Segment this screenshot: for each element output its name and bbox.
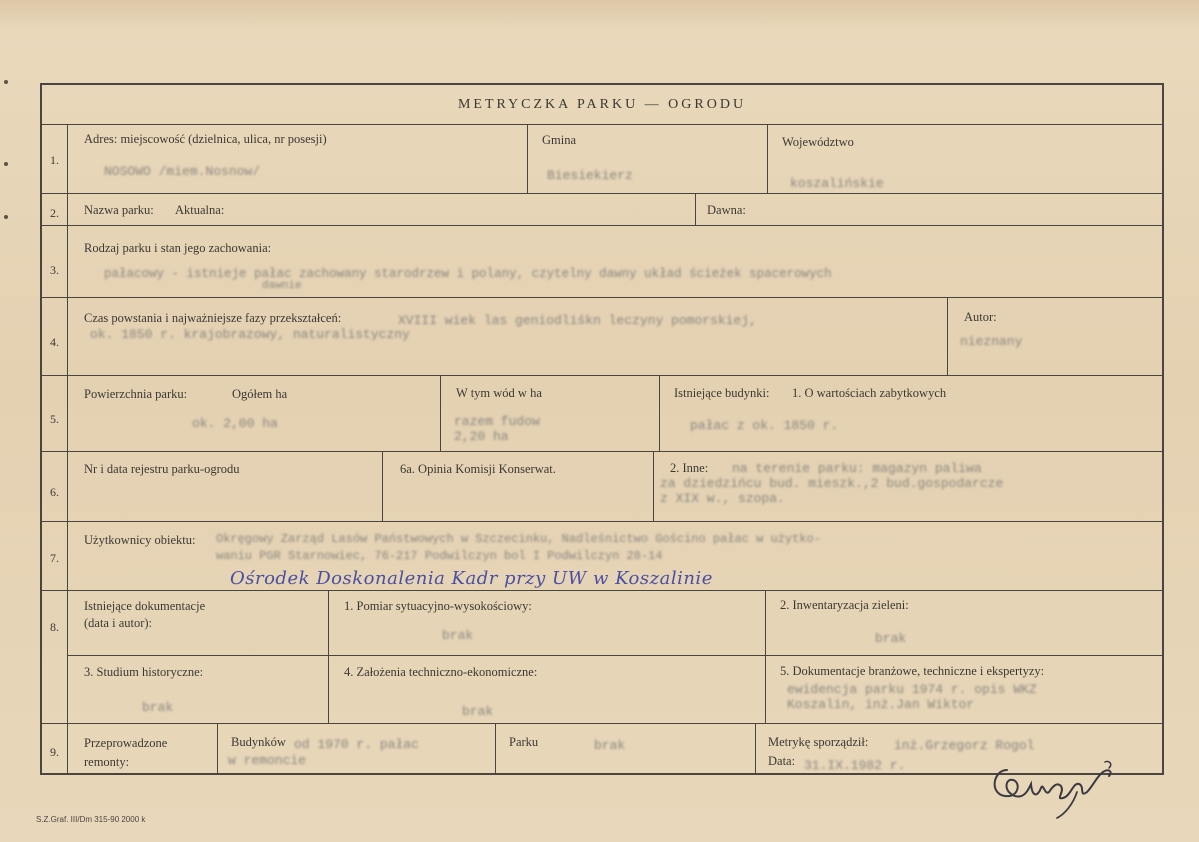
documentation-sublabel: (data i autor): — [84, 616, 153, 630]
historic-buildings-value: pałac z ok. 1850 r. — [690, 418, 839, 433]
row-divider — [42, 193, 1162, 194]
history-phases-line2: ok. 1850 r. krajobrazowy, naturalistyczny — [90, 327, 410, 342]
row-divider — [42, 375, 1162, 376]
print-footer: S.Z.Graf. III/Dm 315-90 2000 k — [36, 815, 146, 824]
area-total-label: Ogółem ha — [232, 387, 288, 401]
row-divider — [42, 225, 1162, 226]
voivodeship-value: koszalińskie — [790, 176, 884, 191]
row-number: 5. — [50, 412, 59, 426]
row-divider — [42, 451, 1162, 452]
date-value: 31.IX.1982 r. — [804, 758, 906, 773]
cell-divider — [653, 451, 654, 521]
current-name-label: Aktualna: — [175, 203, 225, 217]
cell-divider — [947, 297, 948, 375]
documentation-label: Istniejące dokumentacje — [84, 599, 206, 613]
existing-buildings-label: Istniejące budynki: — [674, 386, 770, 400]
cell-divider — [755, 723, 756, 775]
date-label: Data: — [768, 754, 796, 768]
punch-hole — [4, 80, 8, 84]
other-buildings-line3: z XIX w., szopa. — [660, 491, 785, 506]
area-value: ok. 2,00 ha — [192, 416, 278, 431]
historic-buildings-label: 1. O wartościach zabytkowych — [792, 386, 947, 400]
row-number: 4. — [50, 335, 59, 349]
author-value: nieznany — [960, 334, 1023, 349]
cell-divider — [382, 451, 383, 521]
voivodeship-label: Województwo — [782, 135, 854, 149]
history-phases-label: Czas powstania i najważniejsze fazy przekształceń: — [84, 311, 342, 325]
row-number: 9. — [50, 745, 59, 759]
cell-divider — [659, 375, 660, 451]
row-divider — [42, 521, 1162, 522]
punch-hole — [4, 162, 8, 166]
water-value-2: 2,20 ha — [454, 429, 509, 444]
users-handwritten-note: Ośrodek Doskonalenia Kadr przy UW w Koszalinie — [230, 568, 713, 589]
history-phases-line1: XVIII wiek las geniodliśkn leczyny pomorskiej, — [398, 313, 757, 328]
row-divider — [42, 723, 1162, 724]
prepared-by-value: inż.Grzegorz Rogol — [894, 738, 1035, 753]
prepared-by-label: Metrykę sporządził: — [768, 735, 869, 749]
cell-divider — [217, 723, 218, 775]
users-value-line1: Okręgowy Zarząd Lasów Państwowych w Szczecinku, Nadleśnictwo Gościno pałac w użytko- — [216, 532, 821, 546]
repairs-label: Przeprowadzone — [84, 736, 168, 750]
row-number: 2. — [50, 206, 59, 220]
cell-divider — [328, 590, 329, 723]
park-name-label: Nazwa parku: — [84, 203, 154, 217]
register-label: Nr i data rejestru parku-ogrodu — [84, 462, 240, 476]
historical-study-value: brak — [142, 700, 174, 715]
park-type-value-correction: dawnie — [262, 280, 302, 292]
area-label: Powierzchnia parku: — [84, 387, 188, 401]
cell-divider — [495, 723, 496, 775]
cell-divider — [527, 124, 528, 193]
cell-divider — [767, 124, 768, 193]
row-divider — [42, 124, 1162, 125]
cell-divider — [695, 193, 696, 225]
park-record-form — [40, 83, 1164, 775]
row-divider — [42, 590, 1162, 591]
park-repairs-value: brak — [594, 738, 626, 753]
cell-divider — [440, 375, 441, 451]
users-label: Użytkownicy obiektu: — [84, 533, 196, 547]
row-number: 3. — [50, 263, 59, 277]
address-label: Adres: miejscowość (dzielnica, ulica, nr posesji) — [84, 132, 327, 146]
buildings-repairs-value-1: od 1970 r. pałac — [294, 737, 419, 752]
park-type-label: Rodzaj parku i stan jego zachowania: — [84, 241, 272, 255]
other-buildings-label: 2. Inne: — [670, 461, 709, 475]
gmina-value: Biesiekierz — [547, 168, 633, 183]
row-subdivider — [67, 655, 1162, 656]
form-title: METRYCZKA PARKU — OGRODU — [457, 97, 747, 112]
repairs-sublabel: remonty: — [84, 755, 130, 769]
buildings-repairs-value-2: w remoncie — [228, 753, 307, 768]
conservator-opinion-label: 6a. Opinia Komisji Konserwat. — [400, 462, 556, 476]
row-divider — [42, 297, 1162, 298]
other-buildings-line1: na terenie parku: magazyn paliwa — [732, 461, 982, 476]
gmina-label: Gmina — [542, 133, 577, 147]
survey-label: 1. Pomiar sytuacyjno-wysokościowy: — [344, 599, 532, 613]
water-value-1: razem fudow — [454, 414, 540, 429]
other-buildings-line2: za dziedzińcu bud. mieszk.,2 bud.gospodarcze — [660, 476, 1004, 491]
row-number: 1. — [50, 153, 59, 167]
park-repairs-label: Parku — [509, 735, 539, 749]
author-label: Autor: — [964, 310, 997, 324]
row-number: 8. — [50, 620, 59, 634]
branch-docs-value-1: ewidencja parku 1974 r. opis WKZ — [787, 682, 1037, 697]
paper-fold-shadow — [0, 0, 1199, 30]
row-number: 7. — [50, 551, 59, 565]
greenery-inventory-value: brak — [875, 631, 907, 646]
survey-value: brak — [442, 628, 474, 643]
branch-docs-value-2: Koszalin, inż.Jan Wiktor — [787, 697, 975, 712]
tech-econ-value: brak — [462, 704, 494, 719]
water-area-label: W tym wód w ha — [456, 386, 542, 400]
address-value: NOSOWO /miem.Nosnow/ — [104, 164, 261, 179]
buildings-repairs-label: Budynków — [231, 735, 286, 749]
punch-hole — [4, 215, 8, 219]
signature-scribble — [985, 752, 1125, 822]
former-name-label: Dawna: — [707, 203, 746, 217]
cell-divider — [765, 590, 766, 723]
branch-docs-label: 5. Dokumentacje branżowe, techniczne i ekspertyzy: — [780, 664, 1045, 678]
park-type-value: pałacowy - istnieje pałac zachowany starodrzew i polany, czytelny dawny układ ścieżek spacerowych — [104, 267, 832, 281]
number-column-divider — [67, 124, 68, 775]
tech-econ-label: 4. Założenia techniczno-ekonomiczne: — [344, 665, 538, 679]
historical-study-label: 3. Studium historyczne: — [84, 665, 204, 679]
greenery-inventory-label: 2. Inwentaryzacja zieleni: — [780, 598, 909, 612]
row-number: 6. — [50, 485, 59, 499]
users-value-line2: waniu PGR Starnowiec, 76-217 Podwilczyn bol I Podwilczyn 28-14 — [216, 549, 663, 563]
